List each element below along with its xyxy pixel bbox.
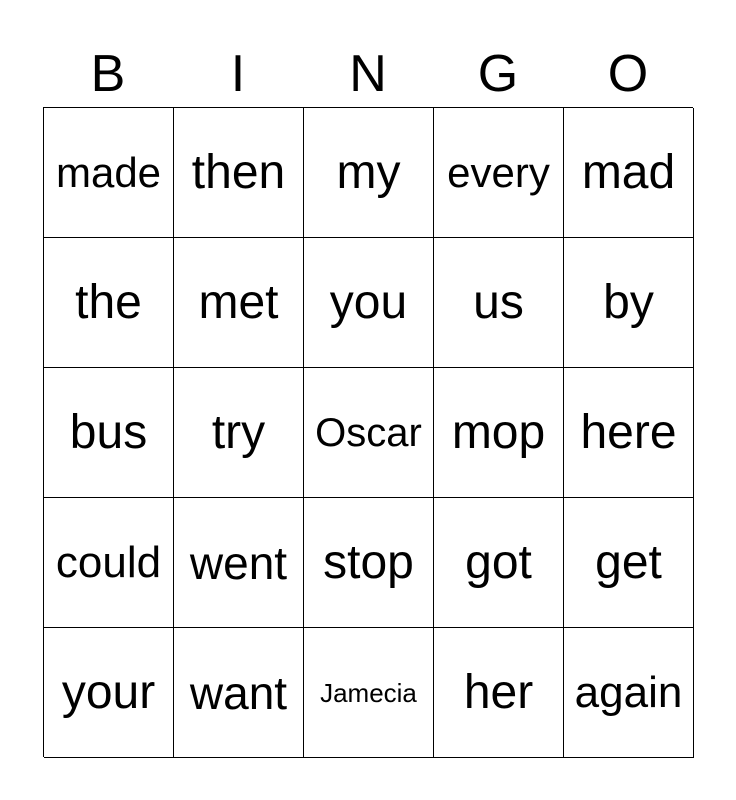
bingo-cell[interactable] xyxy=(564,498,694,628)
bingo-cell[interactable] xyxy=(44,238,174,368)
bingo-cell[interactable] xyxy=(174,238,304,368)
bingo-cell[interactable] xyxy=(174,498,304,628)
cell-word: every xyxy=(447,148,550,196)
header-letter-o: O xyxy=(607,45,649,103)
bingo-cell[interactable] xyxy=(44,628,174,758)
cell-word: bus xyxy=(69,405,148,459)
header-letter-i: I xyxy=(230,45,246,103)
cell-word: the xyxy=(75,275,142,329)
bingo-cell[interactable] xyxy=(564,108,694,238)
cell-word: then xyxy=(191,145,286,199)
bingo-cell[interactable] xyxy=(174,108,304,238)
bingo-cell[interactable] xyxy=(174,628,304,758)
cell-word: my xyxy=(336,145,401,199)
bingo-cell[interactable] xyxy=(304,628,434,758)
cell-word: mop xyxy=(451,405,546,459)
cell-word: her xyxy=(463,665,534,719)
cell-word: want xyxy=(189,666,288,719)
header-letter-g: G xyxy=(477,45,519,103)
bingo-cell[interactable] xyxy=(44,368,174,498)
cell-word: us xyxy=(473,275,524,329)
bingo-cell[interactable] xyxy=(434,368,564,498)
bingo-cell[interactable] xyxy=(174,368,304,498)
cell-word: went xyxy=(189,536,288,589)
bingo-cell[interactable] xyxy=(304,108,434,238)
bingo-cell[interactable] xyxy=(304,368,434,498)
header-letter-n: N xyxy=(349,45,387,103)
bingo-header xyxy=(43,42,693,106)
cell-word: met xyxy=(198,275,279,329)
cell-word: Jamecia xyxy=(320,677,417,708)
header-letter-b: B xyxy=(90,45,126,103)
bingo-cell[interactable] xyxy=(564,368,694,498)
bingo-cell[interactable] xyxy=(44,498,174,628)
cell-word: again xyxy=(574,667,683,717)
cell-word: get xyxy=(595,535,662,589)
bingo-cell[interactable] xyxy=(44,108,174,238)
bingo-cell[interactable] xyxy=(304,238,434,368)
bingo-cell[interactable] xyxy=(564,628,694,758)
bingo-cell[interactable] xyxy=(434,498,564,628)
cell-word: your xyxy=(61,665,156,719)
bingo-cell[interactable] xyxy=(434,108,564,238)
cell-word: got xyxy=(465,535,532,589)
cell-word: mad xyxy=(581,145,676,199)
bingo-cell[interactable] xyxy=(434,628,564,758)
bingo-cell[interactable] xyxy=(434,238,564,368)
cell-word: could xyxy=(55,537,162,587)
bingo-cell[interactable] xyxy=(564,238,694,368)
bingo-cell[interactable] xyxy=(304,498,434,628)
cell-word: Oscar xyxy=(315,410,422,455)
cell-word: try xyxy=(211,405,266,459)
cell-word: made xyxy=(55,148,162,196)
bingo-board xyxy=(43,107,693,757)
cell-word: stop xyxy=(323,535,414,589)
cell-word: by xyxy=(603,275,654,329)
cell-word: here xyxy=(580,405,677,459)
cell-word: you xyxy=(329,275,408,329)
